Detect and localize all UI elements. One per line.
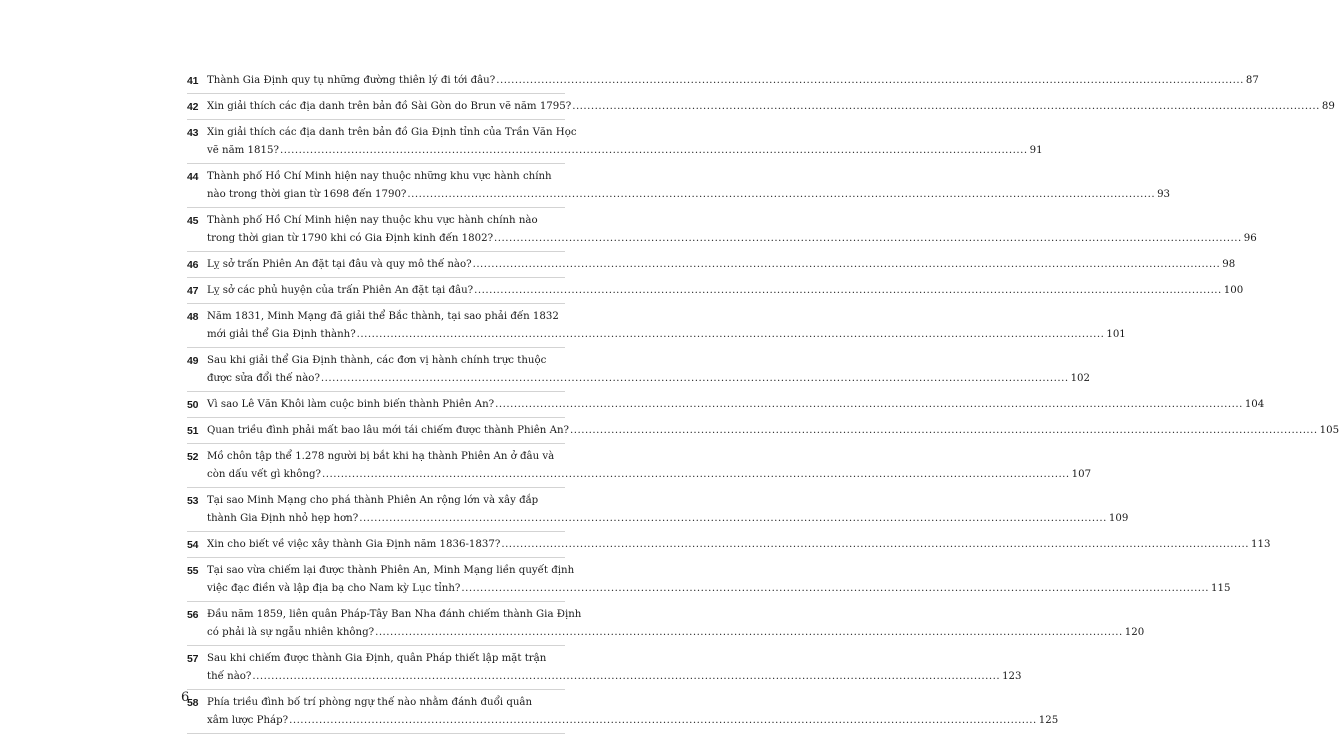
page-ref: 101 [1106, 329, 1126, 340]
question-last-line [207, 510, 1128, 528]
question-line: Năm 1831, Minh Mạng đã giải thể Bắc thành, tại sao phải đến 1832 [207, 311, 559, 322]
question-last-line [207, 580, 1230, 598]
question-text [207, 72, 1259, 90]
dot-leader [357, 326, 1105, 344]
page-number: 6 [181, 690, 190, 705]
dot-leader [280, 142, 1028, 160]
question-last-line [207, 668, 1022, 686]
question-number: 46 [187, 259, 199, 271]
toc-entry [187, 690, 1059, 734]
question-last-line [207, 396, 1264, 414]
question-line: Vì sao Lê Văn Khôi làm cuộc binh biến thành Phiên An? [207, 399, 495, 410]
toc-entry [187, 392, 1265, 418]
toc-entry [187, 68, 1259, 94]
question-text [207, 536, 1270, 554]
page-ref: 107 [1071, 469, 1092, 480]
page-ref: 96 [1243, 233, 1257, 244]
question-line: Xin giải thích các địa danh trên bản đồ Sài Gòn do Brun vẽ năm 1795? [207, 101, 572, 112]
question-text [207, 448, 1091, 484]
question-line: mới giải thể Gia Định thành? [207, 329, 356, 340]
question-line: Thành phố Hồ Chí Minh hiện nay thuộc khu vực hành chính nào [207, 215, 538, 226]
page-ref: 102 [1070, 373, 1091, 384]
question-number: 50 [187, 399, 199, 411]
toc-entry [187, 602, 1145, 646]
toc-entry [187, 208, 1257, 252]
question-last-line [207, 186, 1170, 204]
question-line: Mồ chôn tập thể 1.278 người bị bắt khi hạ thành Phiên An ở đâu và [207, 451, 555, 462]
page-ref: 100 [1223, 285, 1244, 296]
toc-entry [187, 120, 1043, 164]
dot-leader [572, 98, 1320, 116]
dot-leader [375, 624, 1123, 642]
question-line: xâm lược Pháp? [207, 715, 289, 726]
toc-entry [187, 304, 1126, 348]
question-number: 44 [187, 171, 199, 183]
question-number: 49 [187, 355, 199, 367]
toc-entry [187, 278, 1244, 304]
question-text [207, 606, 1144, 642]
page-ref: 105 [1319, 425, 1339, 436]
question-text [207, 352, 1090, 388]
page-ref: 125 [1038, 715, 1059, 726]
question-number: 48 [187, 311, 199, 323]
toc-entry [187, 252, 1236, 278]
page-ref: 87 [1245, 75, 1259, 86]
question-last-line [207, 142, 1043, 160]
question-last-line [207, 536, 1270, 554]
question-line: việc đạc điền và lập địa bạ cho Nam kỳ Lục tỉnh? [207, 583, 461, 594]
question-last-line [207, 282, 1243, 300]
question-text [207, 694, 1058, 730]
dot-leader [494, 230, 1242, 248]
question-line: vẽ năm 1815? [207, 145, 279, 156]
page-ref: 113 [1251, 539, 1271, 550]
question-last-line [207, 256, 1235, 274]
question-line: Lỵ sở trấn Phiên An đặt tại đâu và quy mô thế nào? [207, 259, 472, 270]
question-line: Phía triều đình bố trí phòng ngự thế nào nhằm đánh đuổi quân [207, 697, 533, 708]
dot-leader [359, 510, 1107, 528]
dot-leader [570, 422, 1318, 440]
dot-leader [495, 396, 1243, 414]
question-line: Sau khi chiếm được thành Gia Định, quân Pháp thiết lập mặt trận [207, 653, 547, 664]
question-line: Sau khi giải thể Gia Định thành, các đơn vị hành chính trực thuộc [207, 355, 547, 366]
question-last-line [207, 230, 1257, 248]
question-text [207, 124, 1043, 160]
page-ref: 89 [1321, 101, 1335, 112]
question-line: Đầu năm 1859, liên quân Pháp-Tây Ban Nha đánh chiếm thành Gia Định [207, 609, 582, 620]
toc-entry [187, 646, 1022, 690]
page-ref: 93 [1157, 189, 1171, 200]
question-last-line [207, 326, 1126, 344]
page-ref: 123 [1002, 671, 1022, 682]
question-number: 54 [187, 539, 199, 551]
page-ref: 104 [1244, 399, 1265, 410]
dot-leader [474, 282, 1222, 300]
dot-leader [501, 536, 1249, 554]
dot-leader [496, 72, 1244, 90]
question-text [207, 98, 1335, 116]
question-number: 51 [187, 425, 199, 437]
question-text [207, 308, 1126, 344]
question-line: Thành Gia Định quy tụ những đường thiên lý đi tới đâu? [207, 75, 496, 86]
dot-leader [461, 580, 1209, 598]
question-number: 55 [187, 565, 199, 577]
question-number: 53 [187, 495, 199, 507]
question-line: nào trong thời gian từ 1698 đến 1790? [207, 189, 407, 200]
question-text [207, 256, 1235, 274]
dot-leader [321, 370, 1069, 388]
toc-entry [187, 348, 1091, 392]
question-line: Tại sao Minh Mạng cho phá thành Phiên An rộng lớn và xây đắp [207, 495, 539, 506]
question-number: 43 [187, 127, 199, 139]
question-number: 57 [187, 653, 199, 665]
toc-entry [187, 488, 1129, 532]
question-line: Tại sao vừa chiếm lại được thành Phiên An, Minh Mạng liền quyết định [207, 565, 575, 576]
question-text [207, 212, 1257, 248]
question-number: 45 [187, 215, 199, 227]
question-last-line [207, 624, 1144, 642]
question-line: Thành phố Hồ Chí Minh hiện nay thuộc những khu vực hành chính [207, 171, 552, 182]
question-last-line [207, 98, 1335, 116]
question-last-line [207, 712, 1058, 730]
dot-leader [322, 466, 1070, 484]
question-number: 42 [187, 101, 199, 113]
question-line: Quan triều đình phải mất bao lâu mới tái chiếm được thành Phiên An? [207, 425, 569, 436]
question-line: Lỵ sở các phủ huyện của trấn Phiên An đặt tại đâu? [207, 285, 474, 296]
page-ref: 98 [1222, 259, 1236, 270]
question-line: Xin giải thích các địa danh trên bản đồ Gia Định tỉnh của Trần Văn Học [207, 127, 577, 138]
question-line: có phải là sự ngẫu nhiên không? [207, 627, 375, 638]
question-line: trong thời gian từ 1790 khi có Gia Định kinh đến 1802? [207, 233, 494, 244]
table-of-contents [187, 68, 1339, 734]
question-text [207, 282, 1243, 300]
question-number: 56 [187, 609, 199, 621]
toc-entry [187, 558, 1231, 602]
dot-leader [407, 186, 1155, 204]
question-line: được sửa đổi thế nào? [207, 373, 320, 384]
page-ref: 120 [1124, 627, 1145, 638]
toc-entry [187, 418, 1339, 444]
toc-entry [187, 444, 1092, 488]
question-text [207, 422, 1339, 440]
question-line: thành Gia Định nhỏ hẹp hơn? [207, 513, 359, 524]
question-last-line [207, 370, 1090, 388]
dot-leader [289, 712, 1037, 730]
toc-entry [187, 164, 1171, 208]
question-line: thế nào? [207, 671, 252, 682]
question-line: còn dấu vết gì không? [207, 469, 321, 480]
toc-entry [187, 532, 1271, 558]
question-number: 41 [187, 75, 199, 87]
question-text [207, 562, 1230, 598]
page-ref: 91 [1029, 145, 1043, 156]
question-last-line [207, 422, 1339, 440]
dot-leader [252, 668, 1000, 686]
question-text [207, 168, 1170, 204]
question-number: 47 [187, 285, 199, 297]
question-last-line [207, 466, 1091, 484]
question-number: 52 [187, 451, 199, 463]
page-ref: 115 [1211, 583, 1231, 594]
dot-leader [473, 256, 1221, 274]
page-ref: 109 [1108, 513, 1129, 524]
question-line: Xin cho biết về việc xây thành Gia Định năm 1836-1837? [207, 539, 501, 550]
question-text [207, 396, 1264, 414]
question-last-line [207, 72, 1259, 90]
question-text [207, 492, 1128, 528]
question-number: 58 [187, 697, 199, 709]
toc-entry [187, 94, 1335, 120]
question-text [207, 650, 1022, 686]
